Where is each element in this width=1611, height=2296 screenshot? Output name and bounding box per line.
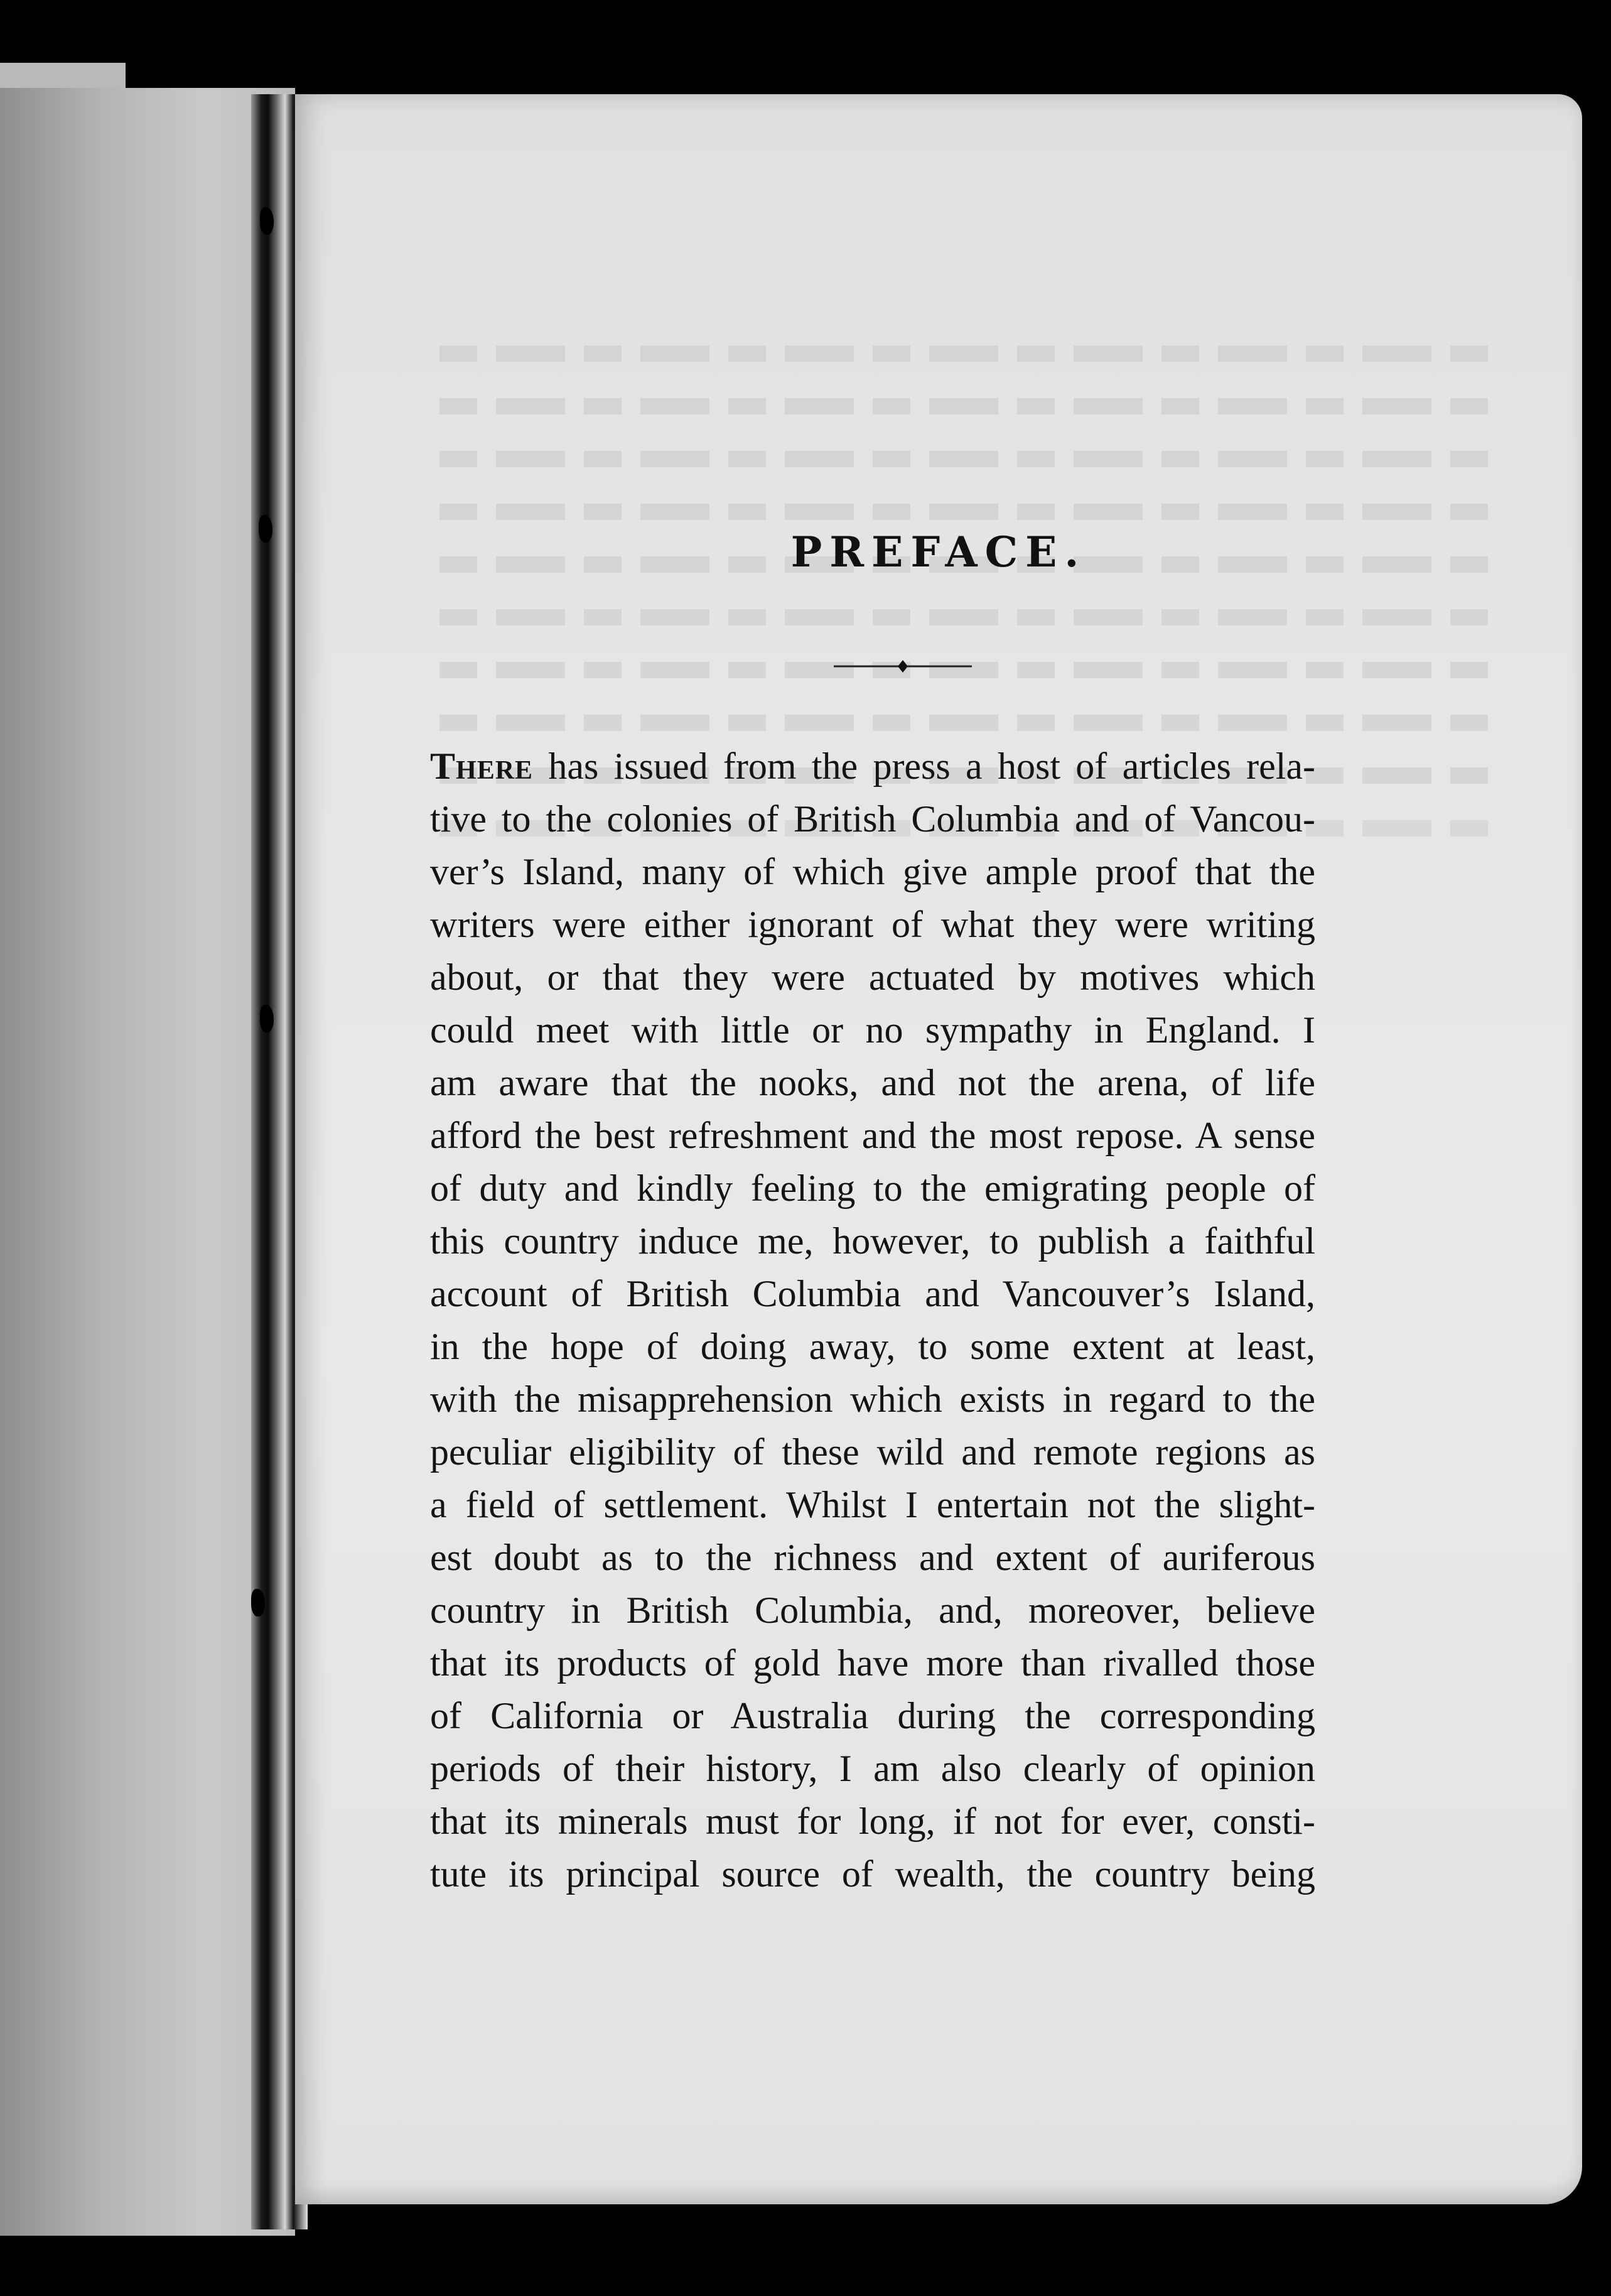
binding-stitch-mark	[260, 1005, 274, 1032]
text-line: about, or that they were actuated by motives which	[430, 956, 1315, 998]
text-line: in the hope of doing away, to some extent at least,	[430, 1326, 1315, 1367]
text-line: that its minerals must for long, if not for ever, consti-	[430, 1801, 1315, 1842]
ornamental-rule	[834, 657, 972, 676]
page-heading: PREFACE.	[790, 528, 1087, 577]
text-line: afford the best refreshment and the most repose. A sense	[430, 1115, 1315, 1156]
text-line: of California or Australia during the corresponding	[430, 1695, 1315, 1736]
text-line: periods of their history, I am also clearly of opinion	[430, 1748, 1315, 1789]
text-line: ver’s Island, many of which give ample proof that the	[430, 851, 1315, 892]
text-line: this country induce me, however, to publish a faithful	[430, 1220, 1315, 1262]
text-line: that its products of gold have more than rivalled those	[430, 1642, 1315, 1684]
preface-text	[430, 740, 1315, 1900]
binding-stitch-mark	[251, 1589, 265, 1616]
binding-stitch-mark	[260, 207, 274, 235]
text-line: am aware that the nooks, and not the arena, of life	[430, 1062, 1315, 1103]
text-line: could meet with little or no sympathy in England. I	[430, 1009, 1315, 1051]
text-line: tive to the colonies of British Columbia and of Vancou-	[430, 798, 1315, 840]
book-page	[295, 94, 1582, 2204]
text-line: est doubt as to the richness and extent of auriferous	[430, 1537, 1315, 1578]
text-line: a field of settlement. Whilst I entertain not the slight-	[430, 1484, 1315, 1525]
binding-stitch-mark	[259, 515, 272, 543]
text-line: account of British Columbia and Vancouver’s Island,	[430, 1273, 1315, 1314]
text-line: country in British Columbia, and, moreover, believe	[430, 1589, 1315, 1631]
text-line: of duty and kindly feeling to the emigrating people of	[430, 1167, 1315, 1209]
text-line: with the misapprehension which exists in regard to the	[430, 1378, 1315, 1420]
text-line: writers were either ignorant of what they were writing	[430, 904, 1315, 945]
text-line: tute its principal source of wealth, the country being	[430, 1853, 1315, 1895]
text-line: peculiar eligibility of these wild and remote regions as	[430, 1431, 1315, 1473]
first-word: There	[430, 745, 534, 787]
page-edge-tab	[0, 63, 126, 88]
text-line: There has issued from the press a host of articles rela-	[430, 745, 1315, 787]
